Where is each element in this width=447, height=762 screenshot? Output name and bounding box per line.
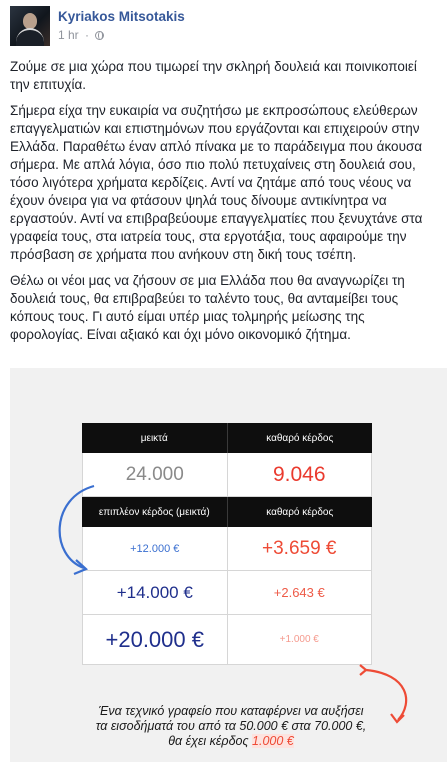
cell-extra-net: +2.643 € (273, 585, 325, 600)
blue-curved-arrow-icon (60, 486, 94, 574)
header-cell-net: καθαρό κέρδος (266, 432, 334, 444)
caption-line: τα εισοδήματά του από τα 50.000 € στα 70.000 €, (95, 719, 367, 733)
caption-line: Ένα τεχνικό γραφείο που καταφέρνει να αυξήσει (98, 704, 364, 718)
post-header (10, 6, 440, 48)
header-cell-net: καθαρό κέρδος (266, 506, 334, 518)
post-time[interactable]: 1 hr (58, 28, 79, 42)
globe-icon[interactable] (95, 31, 104, 40)
caption-highlight: 1.000 € (252, 734, 294, 748)
cell-extra-net: +1.000 € (279, 634, 319, 645)
author-name[interactable]: Kyriakos Mitsotakis (58, 9, 185, 24)
image-caption (46, 704, 416, 749)
avatar-face (23, 13, 37, 29)
caption-line (46, 734, 416, 749)
post-body (10, 58, 440, 352)
post-paragraph: Θέλω οι νέοι μας να ζήσουν σε μια Ελλάδα που θα αναγνωρίζει τη δουλειά τους, θα επιβραβεύει το ταλέντο τους, θα ανταμείβει τους κόπους τους. Γι αυτό είμαι υπέρ μιας τολμηρής μείωσης της φορολογίας. Είναι αξιακό και όχι μόνο οικονομικό ζήτημα. (10, 273, 405, 342)
post-paragraph: Ζούμε σε μια χώρα που τιμωρεί την σκληρή δουλειά και ποινικοποιεί την επιτυχία. (10, 59, 417, 92)
header-cell-extra-gross: επιπλέον κέρδος (μεικτά) (82, 497, 228, 527)
post-image[interactable] (10, 368, 447, 762)
cell-extra-net: +3.659 € (262, 537, 337, 559)
cell-extra-gross: +12.000 € (83, 527, 228, 570)
caption-prefix: θα έχει κέρδος (168, 734, 253, 748)
avatar-body (16, 28, 44, 46)
post-meta (58, 28, 104, 42)
cell-extra-gross: +20.000 € (83, 615, 228, 664)
header-cell-gross: μεικτά (82, 423, 228, 453)
post-paragraph: Σήμερα είχα την ευκαιρία να συζητήσω με εκπροσώπους ελεύθερων επαγγελματιών και επιστημόνων που εργάζονται και επιχειρούν στην Ελλάδα. Παραθέτω έναν απλό πίνακα με το παράδειγμα που άκουσα σήμερα. Με απλά λόγια, όσο πιο πολύ πετυχαίνεις στη δουλειά σου, τόσο λιγότερα χρήματα κερδίζεις. Αντί να ζητάμε από τους νέους να έχουν όνειρα για να φτάσουν ψηλά τους δίνουμε αντικίνητρα να εργαστούν. Αντί να επιβραβεύουμε επαγγελματίες που ξενυχτάνε στα γραφεία τους, στα ιατρεία τους, στα εργοτάξια, τους αφαιρούμε την πρόσβαση σε χρήματα που ανήκουν στη δική τους τσέπη. (10, 103, 423, 262)
cell-net-base: 9.046 (272, 462, 326, 486)
avatar[interactable] (10, 6, 50, 46)
cell-extra-gross: +14.000 € (83, 571, 228, 614)
annotation-arrows (10, 368, 447, 762)
meta-separator: · (85, 28, 90, 42)
cell-gross-base: 24.000 (83, 453, 228, 496)
